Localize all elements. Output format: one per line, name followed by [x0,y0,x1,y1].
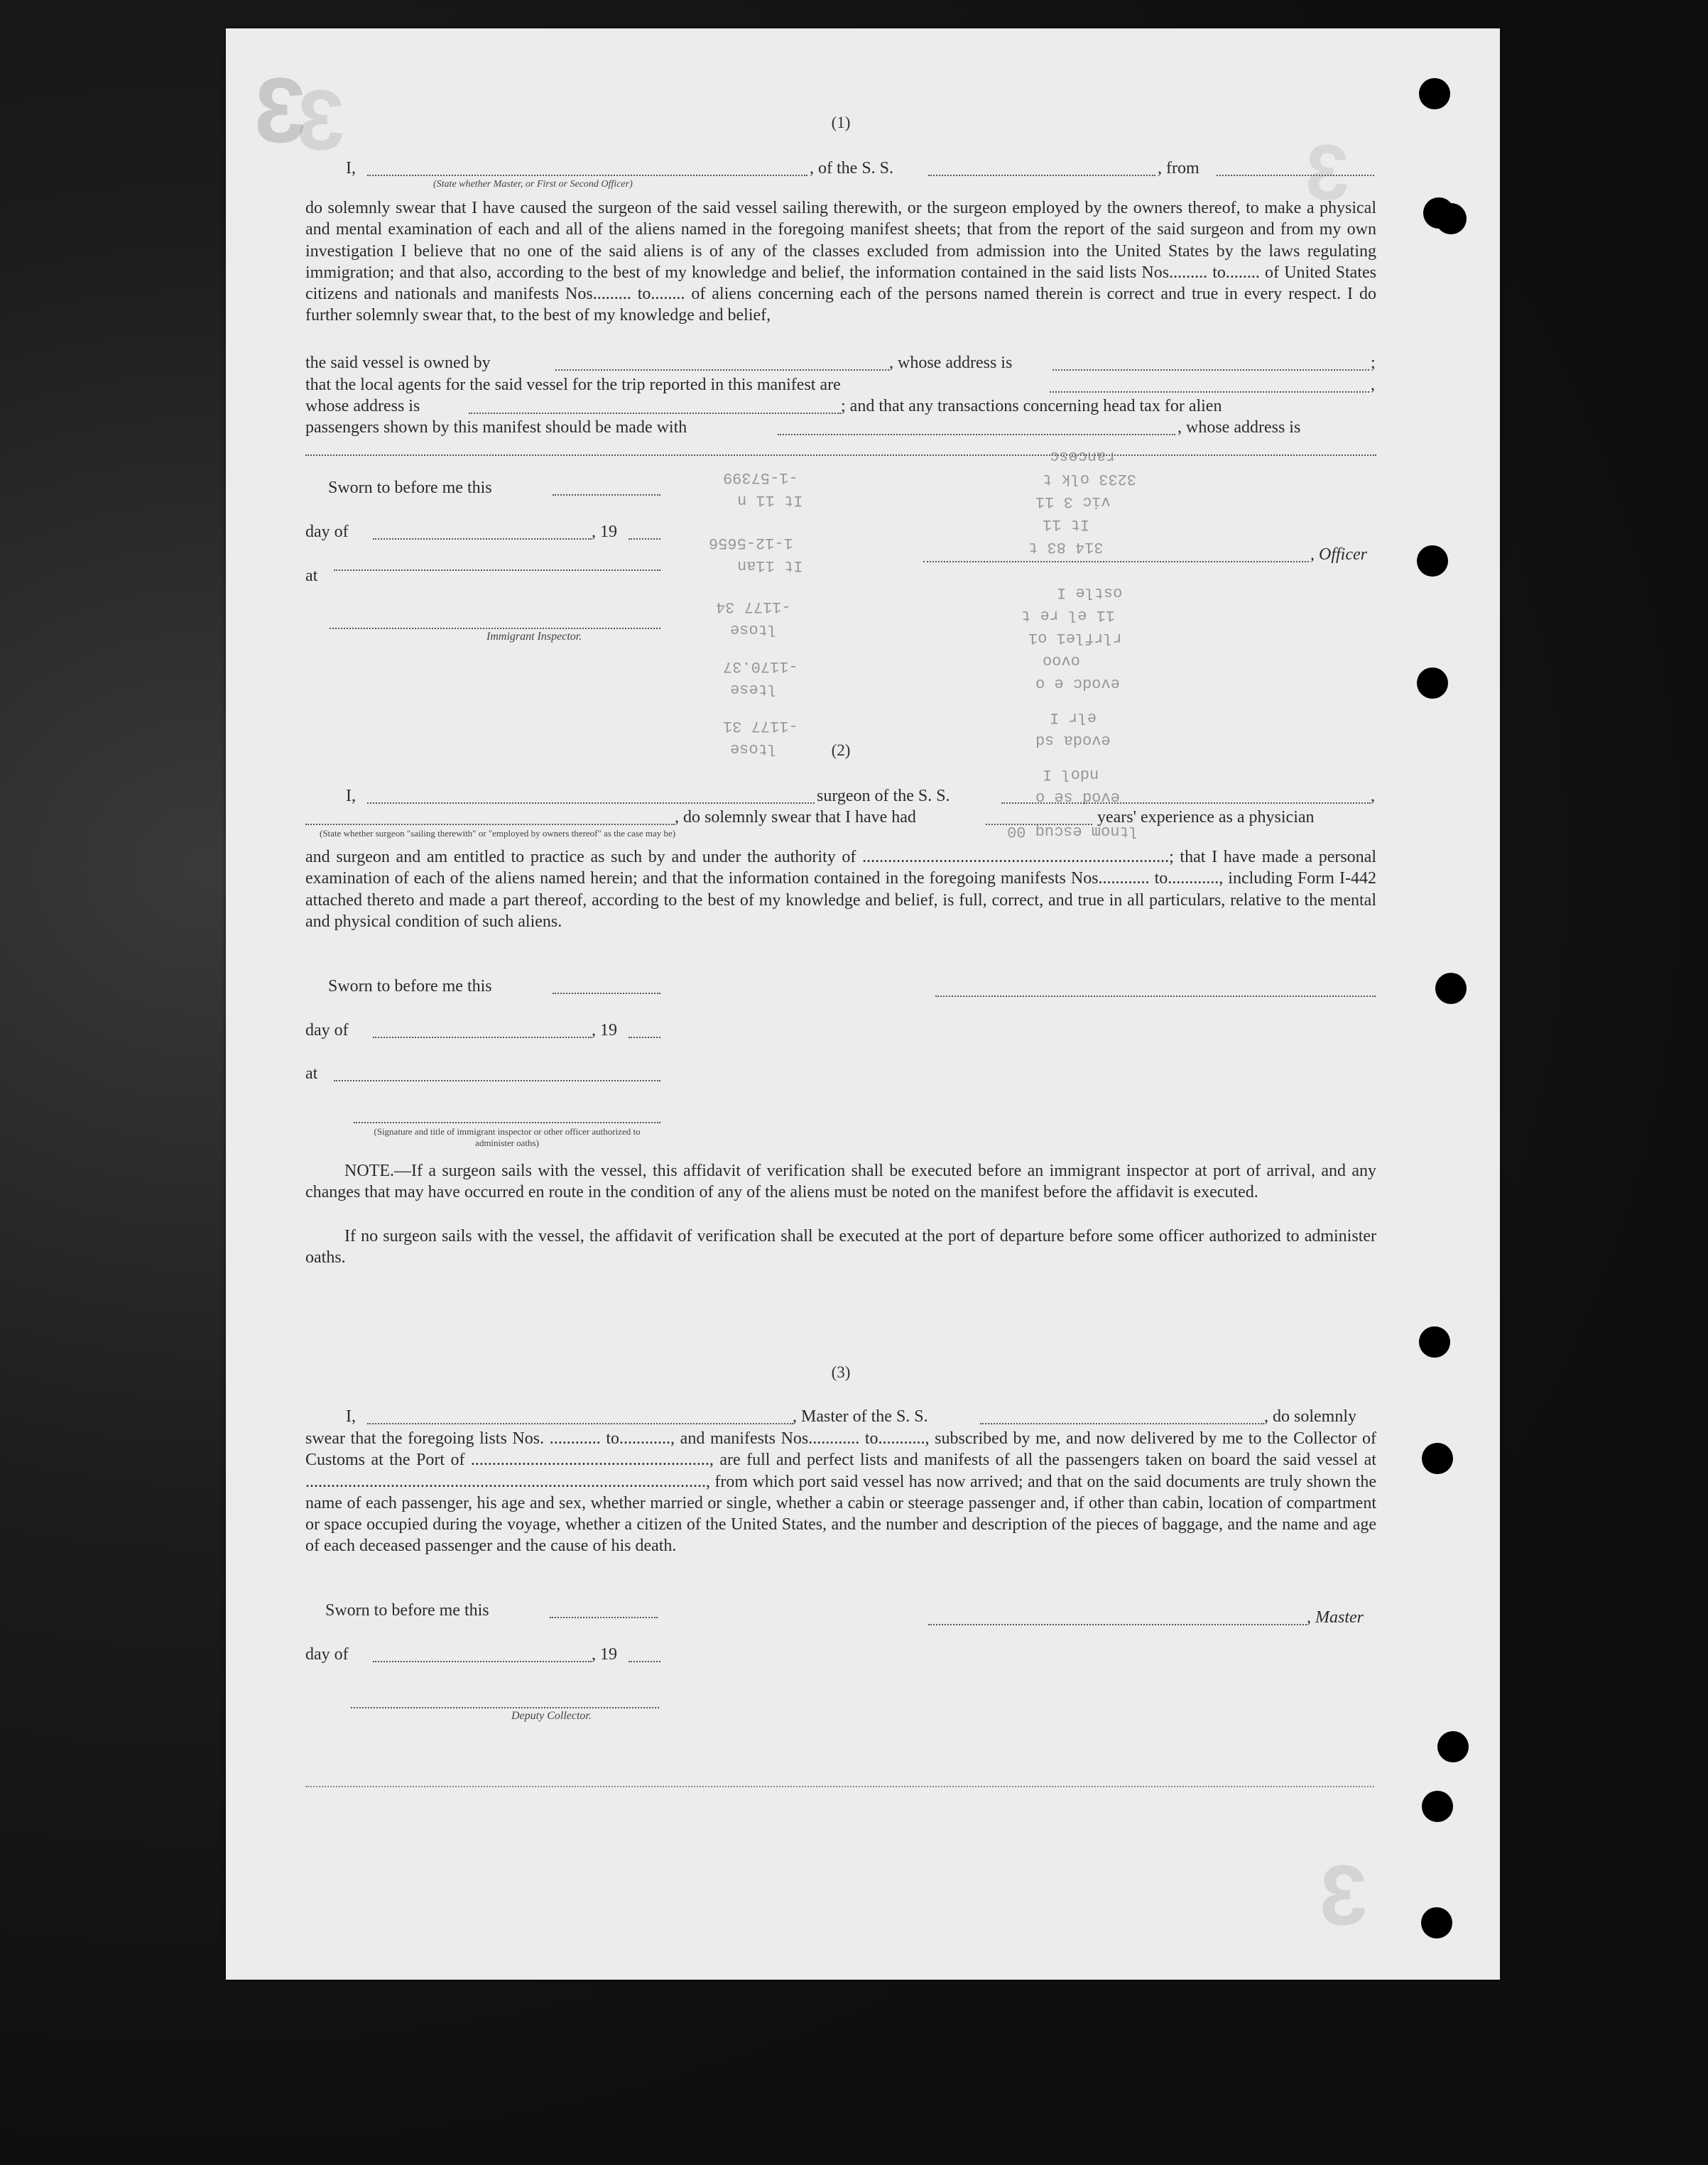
punch-hole [1422,1791,1453,1822]
label-i: I, [346,159,356,178]
day-of-label: day of [305,1021,349,1040]
punch-hole [1419,78,1450,109]
section-2-oath-text: and surgeon and am entitled to practice as such by and under the authority of ........................................................................; that I have made a personal examination of each of the aliens named herein; and that the information contained in the foregoing manifests Nos............ to............, including Form I-442 attached thereto and made a part thereof, according to the best of my knowledge and belief, is full, correct, and true in all particulars, relative to the mental and physical condition of such aliens. [305,848,1376,931]
sworn-date-field[interactable] [553,494,660,496]
punch-hole [1417,545,1448,577]
section-number: (1) [831,114,851,131]
inspector-signature-field[interactable] [330,628,660,629]
owner-field[interactable] [555,369,889,371]
passengers-line [305,417,1376,438]
punch-hole [1422,1443,1453,1474]
agents-address-field[interactable] [469,413,841,414]
day-of-line [305,521,1376,542]
day-of-label: day of [305,1645,349,1664]
owner-address-field[interactable] [1052,369,1369,371]
head-tax-text: ; and that any transactions concerning head tax for alien [841,397,1222,415]
surgeon-of-label: surgeon of the S. S. [817,787,950,805]
sworn-date-field[interactable] [553,993,660,994]
punch-hole [1437,1731,1469,1762]
master-of-label: , Master of the S. S. [793,1407,928,1426]
at-label: at [305,1064,318,1083]
agents-field[interactable] [1050,391,1369,393]
month-field[interactable] [373,1037,592,1038]
ghost-numeral-top-left-2: 3 [297,72,344,168]
years-label: years' experience as a physician [1097,808,1315,827]
official-signature-field[interactable] [354,1122,660,1123]
head-tax-agent-field[interactable] [778,434,1175,435]
punch-hole [1419,1326,1450,1358]
month-field[interactable] [373,1661,592,1662]
agents-line: that the local agents for the said vessel for the trip reported in this manifest are , [305,376,1375,394]
head-tax-address-label: , whose address is [1177,418,1301,437]
owner-address-label: , whose address is [889,354,1013,372]
section-3-declaration-text: swear that the foregoing lists Nos. ............ to............, and manifests Nos............ to..........., subscribed by me, and now delivered by me to the Collector of Customs at the Port of ........................................................, are full and perfect lists and manifests of all the passengers taken on board the said vessel at .............................................................................................., from which port said vessel has now arrived; and that on the said documents are truly shown the name of each passenger, his age and sex, whether married or single, whether a cabin or steerage passenger and, if other than cabin, location of compartment or space occupied during the voyage, whether a citizen of the United States, and the number and description of the pieces of baggage, and the name and age of each deceased passenger and the cause of his death. [305,1429,1376,1556]
year-field[interactable] [629,1037,660,1038]
years-field[interactable] [986,824,1092,825]
officer-signature-field[interactable] [923,561,1309,562]
deputy-signature-field[interactable] [351,1707,659,1708]
note-text-2: If no surgeon sails with the vessel, the affidavit of verification shall be executed at the port of departure before some officer authorized to administer oaths. [305,1227,1376,1267]
sworn-label: Sworn to before me this [328,977,492,996]
deputy-caption: Deputy Collector. [511,1710,592,1722]
sworn-line [328,477,1399,498]
signature-caption: (Signature and title of immigrant inspector or other officer authorized to administer oaths) [374,1126,641,1148]
year-label: , 19 [592,523,617,541]
master-vessel-field[interactable] [980,1423,1264,1424]
head-tax-address-field[interactable] [305,454,1376,456]
label-of-ss: , of the S. S. [810,159,894,178]
section-1-oath-text: do solemnly swear that I have caused the surgeon of the said vessel sailing therewith, or the surgeon employed by the owners thereof, to make a physical and mental examination of each and all of the aliens named in the foregoing manifest sheets; that from the report of the said surgeon and from my own investigation I believe that no one of the said aliens is of any of the classes excluded from admission into the United States by the laws regulating immigration; and that also, according to the best of my knowledge and belief, the information contained in the said lists Nos......... to........ of United States citizens and nationals and manifests Nos......... to........ of aliens concerning each of the persons named therein is correct and true in every respect. I do further solemnly swear that, to the best of my knowledge and belief, [305,199,1376,325]
ghost-numeral-bottom-right: 3 [1320,1848,1367,1943]
agents-address-line [305,396,1376,417]
master-signature-field[interactable] [928,1624,1307,1625]
ghost-numeral-top-right: 3 [1305,129,1349,217]
label-i: I, [346,1407,356,1426]
day-of-label: day of [305,523,349,541]
year-label: , 19 [592,1645,617,1664]
section-number: (3) [831,1363,851,1381]
note-text: NOTE.—If a surgeon sails with the vessel, this affidavit of verification shall be executed before an immigrant inspector at port of arrival, and any changes that may have occurred en route in the condition of any of the aliens must be noted on the manifest before the affidavit is executed. [305,1162,1376,1202]
passengers-label: passengers shown by this manifest should be made with [305,418,687,437]
punch-hole [1417,667,1448,699]
surgeon-status-note: (State whether surgeon "sailing therewith" or "employed by owners thereof" as the case may be) [320,828,676,839]
sworn-line [325,1600,1396,1621]
agents-label: that the local agents for the said vessel for the trip reported in this manifest are [305,376,841,394]
master-name-field[interactable] [367,1423,793,1424]
at-line [305,1063,1376,1084]
vessel-name-field[interactable] [928,175,1155,176]
sworn-line [328,976,1399,997]
at-place-field[interactable] [334,569,660,571]
year-label: , 19 [592,1021,617,1040]
at-line [305,565,1376,587]
sworn-label: Sworn to before me this [328,479,492,497]
sworn-label: Sworn to before me this [325,1601,489,1620]
officer-label: , Officer [1310,545,1367,564]
punch-hole [1435,203,1467,234]
solemnly-label: , do solemnly [1264,1407,1356,1426]
at-label: at [305,567,318,585]
ghost-numeral-top-left: 3 [254,58,306,162]
year-field[interactable] [629,538,660,540]
bottom-divider [305,1786,1374,1787]
document-page: 3 3 3 3 -1-57399 It 11 n 1-12-5656 It 11an -1177 34 ltose -1170.37 ltese -1177 31 ltose rancesc 3233 olk t vic 3 11 It 11 314 83 t ostle I 11 el re t rlrfle1 o1 ovoo evodc e o elr I evoda sd ndol I evod se o ltnom escuq 00 [226,28,1500,1980]
at-place-field[interactable] [334,1080,660,1081]
section-number: (2) [831,741,851,759]
surgeon-vessel-field[interactable] [1001,802,1371,804]
day-of-line [305,1644,1376,1665]
port-from-field[interactable] [1217,175,1374,176]
sworn-date-field[interactable] [550,1617,658,1618]
surgeon-name-field[interactable] [367,802,815,804]
officer-name-field[interactable] [367,175,807,176]
label-i: I, [346,787,356,805]
master-label: , Master [1307,1608,1364,1627]
label-from: , from [1158,159,1200,178]
do-solemnly-label: , do solemnly swear that I have had [675,808,916,827]
surgeon-signature-field[interactable] [935,996,1376,997]
day-of-line [305,1020,1376,1041]
year-field[interactable] [629,1661,660,1662]
punch-hole [1421,1907,1452,1938]
owner-line: the said vessel is owned by , whose address is ; [305,354,1376,372]
owned-by-label: the said vessel is owned by [305,354,491,372]
punch-hole [1435,973,1467,1004]
officer-rank-note: (State whether Master, or First or Second Officer) [433,179,633,190]
month-field[interactable] [373,538,592,540]
inspector-caption: Immigrant Inspector. [486,631,582,643]
surgeon-status-field[interactable] [305,824,675,825]
agents-address-label: whose address is [305,397,420,415]
